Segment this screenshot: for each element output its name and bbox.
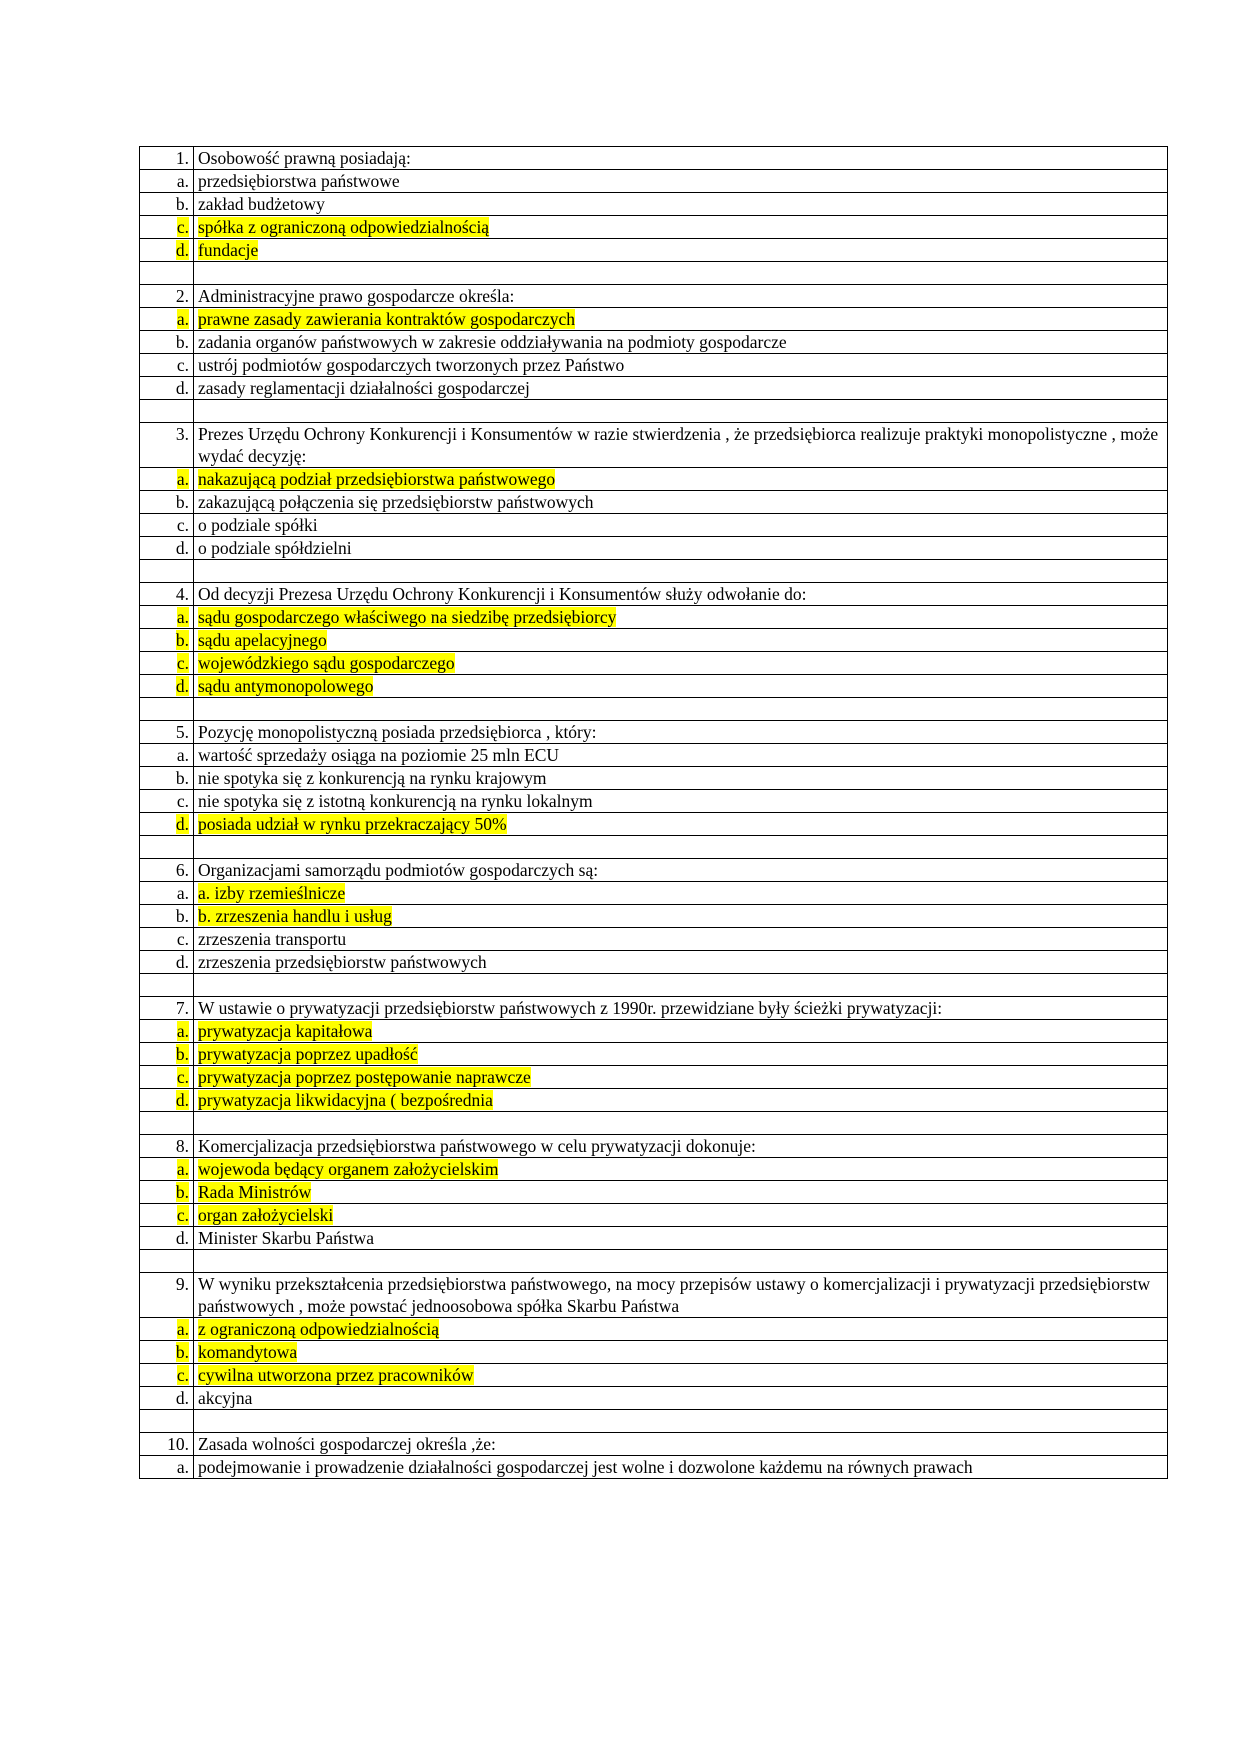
answer-letter-label: b. — [175, 332, 189, 352]
answer-letter — [140, 1387, 194, 1410]
quiz-table-body — [140, 147, 1168, 1479]
answer-letter-label: b. — [175, 1182, 189, 1202]
answer-letter — [140, 1089, 194, 1112]
answer-letter-label: b. — [175, 906, 189, 926]
answer-letter-label: d. — [175, 1228, 189, 1248]
spacer-row — [140, 400, 1168, 423]
answer-letter — [140, 491, 194, 514]
answer-row — [140, 767, 1168, 790]
spacer-cell — [140, 698, 194, 721]
answer-letter-label: c. — [176, 355, 189, 375]
answer-letter-label: a. — [176, 1021, 189, 1041]
question-row — [140, 583, 1168, 606]
answer-text-highlighted: prawne zasady zawierania kontraktów gospodarczych — [198, 309, 576, 329]
spacer-row — [140, 560, 1168, 583]
answer-text: o podziale spółdzielni — [198, 538, 352, 558]
answer-text-highlighted: posiada udział w rynku przekraczający 50% — [198, 814, 507, 834]
answer-row — [140, 629, 1168, 652]
question-number: 2. — [140, 285, 194, 308]
answer-cell — [194, 1089, 1168, 1112]
answer-letter-label: d. — [175, 378, 189, 398]
answer-letter — [140, 790, 194, 813]
answer-row — [140, 1364, 1168, 1387]
question-row — [140, 859, 1168, 882]
spacer-cell — [194, 1410, 1168, 1433]
answer-row — [140, 744, 1168, 767]
question-text: Zasada wolności gospodarczej określa ,że: — [194, 1433, 1168, 1456]
spacer-cell — [140, 560, 194, 583]
spacer-cell — [194, 836, 1168, 859]
answer-row — [140, 1341, 1168, 1364]
answer-cell — [194, 468, 1168, 491]
spacer-cell — [194, 400, 1168, 423]
answer-cell — [194, 491, 1168, 514]
question-text: Organizacjami samorządu podmiotów gospodarczych są: — [194, 859, 1168, 882]
answer-letter-label: b. — [175, 1342, 189, 1362]
answer-cell — [194, 1066, 1168, 1089]
answer-row — [140, 1204, 1168, 1227]
answer-text: Minister Skarbu Państwa — [198, 1228, 374, 1248]
spacer-row — [140, 836, 1168, 859]
answer-letter-label: c. — [176, 791, 189, 811]
answer-cell — [194, 652, 1168, 675]
quiz-table — [139, 146, 1168, 1479]
answer-cell — [194, 1227, 1168, 1250]
answer-cell — [194, 537, 1168, 560]
answer-cell — [194, 308, 1168, 331]
answer-letter — [140, 1181, 194, 1204]
answer-cell — [194, 216, 1168, 239]
answer-letter — [140, 377, 194, 400]
spacer-row — [140, 262, 1168, 285]
answer-letter-label: c. — [176, 217, 189, 237]
answer-row — [140, 1387, 1168, 1410]
spacer-cell — [194, 1250, 1168, 1273]
question-number: 6. — [140, 859, 194, 882]
spacer-cell — [194, 698, 1168, 721]
question-row — [140, 1433, 1168, 1456]
answer-text: zadania organów państwowych w zakresie oddziaływania na podmioty gospodarcze — [198, 332, 787, 352]
answer-cell — [194, 744, 1168, 767]
answer-text-highlighted: wojewódzkiego sądu gospodarczego — [198, 653, 455, 673]
answer-row — [140, 1181, 1168, 1204]
spacer-cell — [194, 1112, 1168, 1135]
answer-text: wartość sprzedaży osiąga na poziomie 25 mln ECU — [198, 745, 560, 765]
answer-letter-label: d. — [175, 538, 189, 558]
answer-row — [140, 491, 1168, 514]
question-number: 5. — [140, 721, 194, 744]
answer-row — [140, 468, 1168, 491]
question-text: Prezes Urzędu Ochrony Konkurencji i Konsumentów w razie stwierdzenia , że przedsiębiorca realizuje praktyki monopolistyczne , może wydać decyzję: — [194, 423, 1168, 468]
question-text: Osobowość prawną posiadają: — [194, 147, 1168, 170]
answer-letter — [140, 468, 194, 491]
question-number: 8. — [140, 1135, 194, 1158]
answer-row — [140, 928, 1168, 951]
answer-cell — [194, 1043, 1168, 1066]
answer-row — [140, 1089, 1168, 1112]
answer-text-highlighted: prywatyzacja likwidacyjna ( bezpośrednia — [198, 1090, 493, 1110]
answer-letter — [140, 1066, 194, 1089]
answer-letter-label: b. — [175, 630, 189, 650]
answer-row — [140, 905, 1168, 928]
answer-text: zrzeszenia transportu — [198, 929, 347, 949]
answer-cell — [194, 170, 1168, 193]
question-row — [140, 997, 1168, 1020]
answer-letter — [140, 1158, 194, 1181]
answer-text-highlighted: b. zrzeszenia handlu i usług — [198, 906, 392, 926]
answer-text: podejmowanie i prowadzenie działalności gospodarczej jest wolne i dozwolone każdemu na równych prawach — [198, 1457, 973, 1477]
answer-cell — [194, 514, 1168, 537]
answer-letter-label: d. — [175, 952, 189, 972]
answer-cell — [194, 1341, 1168, 1364]
question-row — [140, 423, 1168, 468]
answer-row — [140, 1020, 1168, 1043]
answer-cell — [194, 767, 1168, 790]
question-number: 1. — [140, 147, 194, 170]
answer-cell — [194, 193, 1168, 216]
answer-row — [140, 813, 1168, 836]
answer-letter — [140, 308, 194, 331]
question-number: 9. — [140, 1273, 194, 1318]
answer-letter — [140, 537, 194, 560]
spacer-cell — [194, 974, 1168, 997]
answer-row — [140, 1227, 1168, 1250]
answer-text-highlighted: Rada Ministrów — [198, 1182, 312, 1202]
question-number: 10. — [140, 1433, 194, 1456]
answer-letter — [140, 767, 194, 790]
spacer-row — [140, 698, 1168, 721]
spacer-cell — [140, 1112, 194, 1135]
spacer-cell — [140, 262, 194, 285]
answer-text: zasady reglamentacji działalności gospodarczej — [198, 378, 530, 398]
answer-text-highlighted: nakazującą podział przedsiębiorstwa państwowego — [198, 469, 556, 489]
answer-text: zakazującą połączenia się przedsiębiorstw państwowych — [198, 492, 594, 512]
answer-letter-label: a. — [176, 745, 189, 765]
answer-text: ustrój podmiotów gospodarczych tworzonych przez Państwo — [198, 355, 625, 375]
spacer-cell — [140, 1410, 194, 1433]
answer-text-highlighted: komandytowa — [198, 1342, 298, 1362]
answer-row — [140, 514, 1168, 537]
answer-letter — [140, 1204, 194, 1227]
answer-text: nie spotyka się z konkurencją na rynku krajowym — [198, 768, 547, 788]
answer-letter-label: a. — [176, 171, 189, 191]
answer-letter — [140, 1364, 194, 1387]
question-number: 4. — [140, 583, 194, 606]
answer-letter-label: d. — [175, 240, 189, 260]
answer-letter — [140, 1456, 194, 1479]
answer-cell — [194, 882, 1168, 905]
answer-text-highlighted: sądu apelacyjnego — [198, 630, 327, 650]
answer-cell — [194, 790, 1168, 813]
spacer-cell — [140, 836, 194, 859]
answer-letter — [140, 951, 194, 974]
answer-row — [140, 216, 1168, 239]
answer-letter — [140, 928, 194, 951]
answer-cell — [194, 1204, 1168, 1227]
question-text: Pozycję monopolistyczną posiada przedsiębiorca , który: — [194, 721, 1168, 744]
answer-row — [140, 1158, 1168, 1181]
answer-text-highlighted: prywatyzacja poprzez postępowanie naprawcze — [198, 1067, 531, 1087]
answer-cell — [194, 377, 1168, 400]
answer-cell — [194, 239, 1168, 262]
spacer-row — [140, 1250, 1168, 1273]
answer-row — [140, 308, 1168, 331]
answer-text: akcyjna — [198, 1388, 253, 1408]
answer-cell — [194, 1020, 1168, 1043]
answer-row — [140, 1456, 1168, 1479]
answer-row — [140, 652, 1168, 675]
answer-cell — [194, 606, 1168, 629]
question-row — [140, 721, 1168, 744]
answer-text-highlighted: organ założycielski — [198, 1205, 334, 1225]
answer-letter-label: b. — [175, 1044, 189, 1064]
answer-letter — [140, 216, 194, 239]
answer-letter — [140, 1318, 194, 1341]
answer-row — [140, 193, 1168, 216]
question-row — [140, 1273, 1168, 1318]
answer-row — [140, 790, 1168, 813]
answer-text: o podziale spółki — [198, 515, 318, 535]
answer-row — [140, 675, 1168, 698]
answer-letter — [140, 239, 194, 262]
answer-text-highlighted: a. izby rzemieślnicze — [198, 883, 346, 903]
answer-row — [140, 1043, 1168, 1066]
answer-cell — [194, 1318, 1168, 1341]
answer-row — [140, 354, 1168, 377]
spacer-row — [140, 1410, 1168, 1433]
question-row — [140, 1135, 1168, 1158]
answer-cell — [194, 629, 1168, 652]
answer-letter — [140, 813, 194, 836]
answer-letter-label: a. — [176, 1159, 189, 1179]
answer-letter-label: b. — [175, 492, 189, 512]
answer-letter-label: d. — [175, 814, 189, 834]
answer-cell — [194, 1364, 1168, 1387]
answer-row — [140, 331, 1168, 354]
answer-row — [140, 377, 1168, 400]
answer-letter — [140, 331, 194, 354]
spacer-row — [140, 974, 1168, 997]
answer-letter — [140, 652, 194, 675]
answer-cell — [194, 1387, 1168, 1410]
answer-letter — [140, 629, 194, 652]
answer-letter — [140, 675, 194, 698]
answer-row — [140, 951, 1168, 974]
answer-cell — [194, 928, 1168, 951]
spacer-cell — [140, 974, 194, 997]
answer-cell — [194, 675, 1168, 698]
answer-text: zrzeszenia przedsiębiorstw państwowych — [198, 952, 487, 972]
answer-text-highlighted: sądu gospodarczego właściwego na siedzibę przedsiębiorcy — [198, 607, 617, 627]
answer-text-highlighted: wojewoda będący organem założycielskim — [198, 1159, 499, 1179]
question-number: 3. — [140, 423, 194, 468]
spacer-row — [140, 1112, 1168, 1135]
answer-row — [140, 170, 1168, 193]
answer-letter-label: d. — [175, 1388, 189, 1408]
answer-letter — [140, 1020, 194, 1043]
answer-cell — [194, 1158, 1168, 1181]
answer-cell — [194, 905, 1168, 928]
answer-text-highlighted: sądu antymonopolowego — [198, 676, 374, 696]
answer-letter — [140, 905, 194, 928]
answer-letter-label: a. — [176, 309, 189, 329]
question-text: W ustawie o prywatyzacji przedsiębiorstw państwowych z 1990r. przewidziane były ścieżki prywatyzacji: — [194, 997, 1168, 1020]
answer-letter-label: b. — [175, 194, 189, 214]
answer-cell — [194, 331, 1168, 354]
answer-text: zakład budżetowy — [198, 194, 325, 214]
answer-letter — [140, 1227, 194, 1250]
answer-letter-label: d. — [175, 1090, 189, 1110]
answer-letter-label: b. — [175, 768, 189, 788]
answer-cell — [194, 951, 1168, 974]
answer-text-highlighted: prywatyzacja poprzez upadłość — [198, 1044, 418, 1064]
answer-row — [140, 882, 1168, 905]
question-row — [140, 285, 1168, 308]
answer-letter — [140, 882, 194, 905]
answer-letter-label: d. — [175, 676, 189, 696]
question-number: 7. — [140, 997, 194, 1020]
answer-letter-label: c. — [176, 1067, 189, 1087]
answer-letter-label: c. — [176, 929, 189, 949]
answer-text-highlighted: spółka z ograniczoną odpowiedzialnością — [198, 217, 490, 237]
answer-text-highlighted: cywilna utworzona przez pracowników — [198, 1365, 474, 1385]
spacer-cell — [194, 262, 1168, 285]
question-text: Administracyjne prawo gospodarcze określa: — [194, 285, 1168, 308]
answer-letter-label: a. — [176, 469, 189, 489]
answer-letter-label: c. — [176, 653, 189, 673]
answer-cell — [194, 1181, 1168, 1204]
answer-text-highlighted: fundacje — [198, 240, 259, 260]
answer-letter — [140, 354, 194, 377]
answer-letter — [140, 1043, 194, 1066]
answer-letter — [140, 514, 194, 537]
answer-letter — [140, 606, 194, 629]
answer-letter-label: a. — [176, 607, 189, 627]
answer-letter — [140, 193, 194, 216]
answer-letter — [140, 1341, 194, 1364]
answer-letter-label: a. — [176, 1319, 189, 1339]
answer-text: przedsiębiorstwa państwowe — [198, 171, 400, 191]
question-text: Komercjalizacja przedsiębiorstwa państwowego w celu prywatyzacji dokonuje: — [194, 1135, 1168, 1158]
answer-row — [140, 606, 1168, 629]
spacer-cell — [140, 400, 194, 423]
spacer-cell — [140, 1250, 194, 1273]
answer-row — [140, 1318, 1168, 1341]
answer-cell — [194, 813, 1168, 836]
answer-text: nie spotyka się z istotną konkurencją na rynku lokalnym — [198, 791, 593, 811]
answer-row — [140, 1066, 1168, 1089]
answer-cell — [194, 354, 1168, 377]
spacer-cell — [194, 560, 1168, 583]
answer-letter — [140, 170, 194, 193]
question-text: Od decyzji Prezesa Urzędu Ochrony Konkurencji i Konsumentów służy odwołanie do: — [194, 583, 1168, 606]
answer-letter-label: c. — [176, 515, 189, 535]
answer-row — [140, 239, 1168, 262]
question-text: W wyniku przekształcenia przedsiębiorstwa państwowego, na mocy przepisów ustawy o komercjalizacji i prywatyzacji przedsiębiorstw państwowych , może powstać jednoosobowa spółka Skarbu Państwa — [194, 1273, 1168, 1318]
answer-row — [140, 537, 1168, 560]
answer-text-highlighted: prywatyzacja kapitałowa — [198, 1021, 373, 1041]
answer-letter-label: a. — [176, 1457, 189, 1477]
question-row — [140, 147, 1168, 170]
answer-text-highlighted: z ograniczoną odpowiedzialnością — [198, 1319, 440, 1339]
answer-cell — [194, 1456, 1168, 1479]
answer-letter — [140, 744, 194, 767]
answer-letter-label: c. — [176, 1365, 189, 1385]
answer-letter-label: a. — [176, 883, 189, 903]
answer-letter-label: c. — [176, 1205, 189, 1225]
